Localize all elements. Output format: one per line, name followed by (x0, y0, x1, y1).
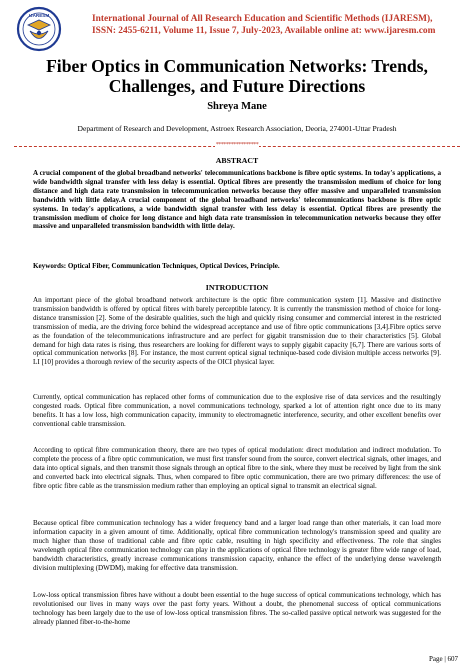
abstract-text: A crucial component of the global broadband networks' telecommunications backbone is fibre optic systems. In today's applications, a wide bandwidth signal transfer with less delay is essential. Optical fibres are presently the transmission medium of choice for long distance and high data rate transmission in telecommunication networks because they offer massive and unparalleled transmission bandwidth with little delay.A crucial component of the global broadband networks' telecommunications backbone is fibre optic systems. In today's applications, a wide bandwidth signal transfer with less delay is essential. Optical fibres are presently the transmission medium of choice for long distance and high data rate transmission in telecommunication networks because they offer massive and unparalleled transmission bandwidth with little delay. (33, 169, 441, 231)
intro-paragraph-3: According to optical fibre communication theory, there are two types of optical modulation: direct modulation and indirect modulation. To complete the process of a fibre optic communication, we must first transfer sound from the source, convert electrical signals, other images, and data into optical signals, and then transmit those signals through an optical fibre to the sink, where they must be received by light from the sink and converted back into electrical signals. Thus, when compared to fibre optic communication, there are two primary differences: the use of fibre optic fibre cable as the transmission medium rather than employing an optical signal to transmit an electrical signal. (33, 446, 441, 490)
keywords: Keywords: Optical Fiber, Communication Techniques, Optical Devices, Principle. (33, 262, 280, 270)
author-affiliation: Department of Research and Development, Astroex Research Association, Deoria, 274001-Uttar Pradesh (77, 124, 397, 133)
intro-paragraph-2: Currently, optical communication has replaced other forms of communication due to the explosive rise of data services and the resultingly congested roads. Optical fibre communication, a novel communications technology, sparked a lot of attention right once due to its many benefits. It has a low loss, high communication capacity, immunity to electromagnetic interference, security, and other excellent benefits over conventional cable transmission. (33, 393, 441, 428)
intro-paragraph-1: An important piece of the global broadband network architecture is the optic fibre communication system [1]. Massive and distinctive transmission bandwidth is offered by optical fibres with barely perceptible latency. It is currently the transmission method of choice for long-distance transmission [2]. Some of the desirable qualities, such the high and quickly rising consumer and commercial interest in the restricted transmission of media, are the driving force behind the widespread acceptance and use of fibre optic communications [3,4].Fibre optics serve as the foundation of the telecommunications infrastructure and are perfect for gigabit transmission due to their characteristics [5]. Global demand for high data rates is rising, thus researchers are looking for different ways to supply gigabit capacity [6,7]. There are various sorts of optical communication networks [8]. For instance, the most current optical signal technique-based code division multiple access networks [9]. LI [10] provides a thorough review of the security aspects of the OICI physical layer. (33, 296, 441, 367)
logo-text: IJARESM (28, 13, 50, 18)
journal-name: International Journal of All Research Education and Scientific Methods (IJARESM), (92, 14, 433, 24)
author-name: Shreya Mane (207, 101, 267, 112)
journal-info (92, 14, 472, 37)
journal-header (16, 6, 462, 52)
introduction-heading: INTRODUCTION (205, 283, 269, 292)
journal-issn: ISSN: 2455-6211, Volume 11, Issue 7, July-2023, Available online at: www.ijaresm.com (92, 25, 436, 36)
divider-stars: ***************** (215, 142, 259, 148)
intro-paragraph-4: Because optical fibre communication technology has a wider frequency band and a larger load range than other materials, it can load more information capacity in a given amount of time. Additionally, optical fibre communication technology's transmission speed and quality are much higher than those of traditional cable and fibre optic cable, resulting in high specificity and effectiveness. The role that singles wavelength optical fibre communication technology can play in the applications of optical fibre technology is greater fibre wide range of load, bandwidth characteristics, greatly increase communications transmission capacity, enhance the effect of the underlying dense wavelength division multiplexing (DWDM), making for effective data transmission. (33, 519, 441, 572)
page-number: Page | 607 (428, 655, 458, 663)
paper-title (0, 56, 474, 96)
title-line-2: Challenges, and Future Directions (108, 76, 366, 96)
abstract-heading: ABSTRACT (215, 156, 259, 165)
intro-paragraph-5: Low-loss optical transmission fibres have without a doubt been essential to the huge success of optical communications technology, which has revolutionised our lives in many ways over the past forty years. Without a doubt, the phenomenal success of optical communications technology has been largely due to the use of low-loss optical transmission fibres. The so-called passive optical network was suggested for the already planned fiber-to-the-home (33, 591, 441, 626)
title-line-1: Fiber Optics in Communication Networks: Trends, (46, 56, 428, 76)
journal-logo (16, 6, 62, 52)
